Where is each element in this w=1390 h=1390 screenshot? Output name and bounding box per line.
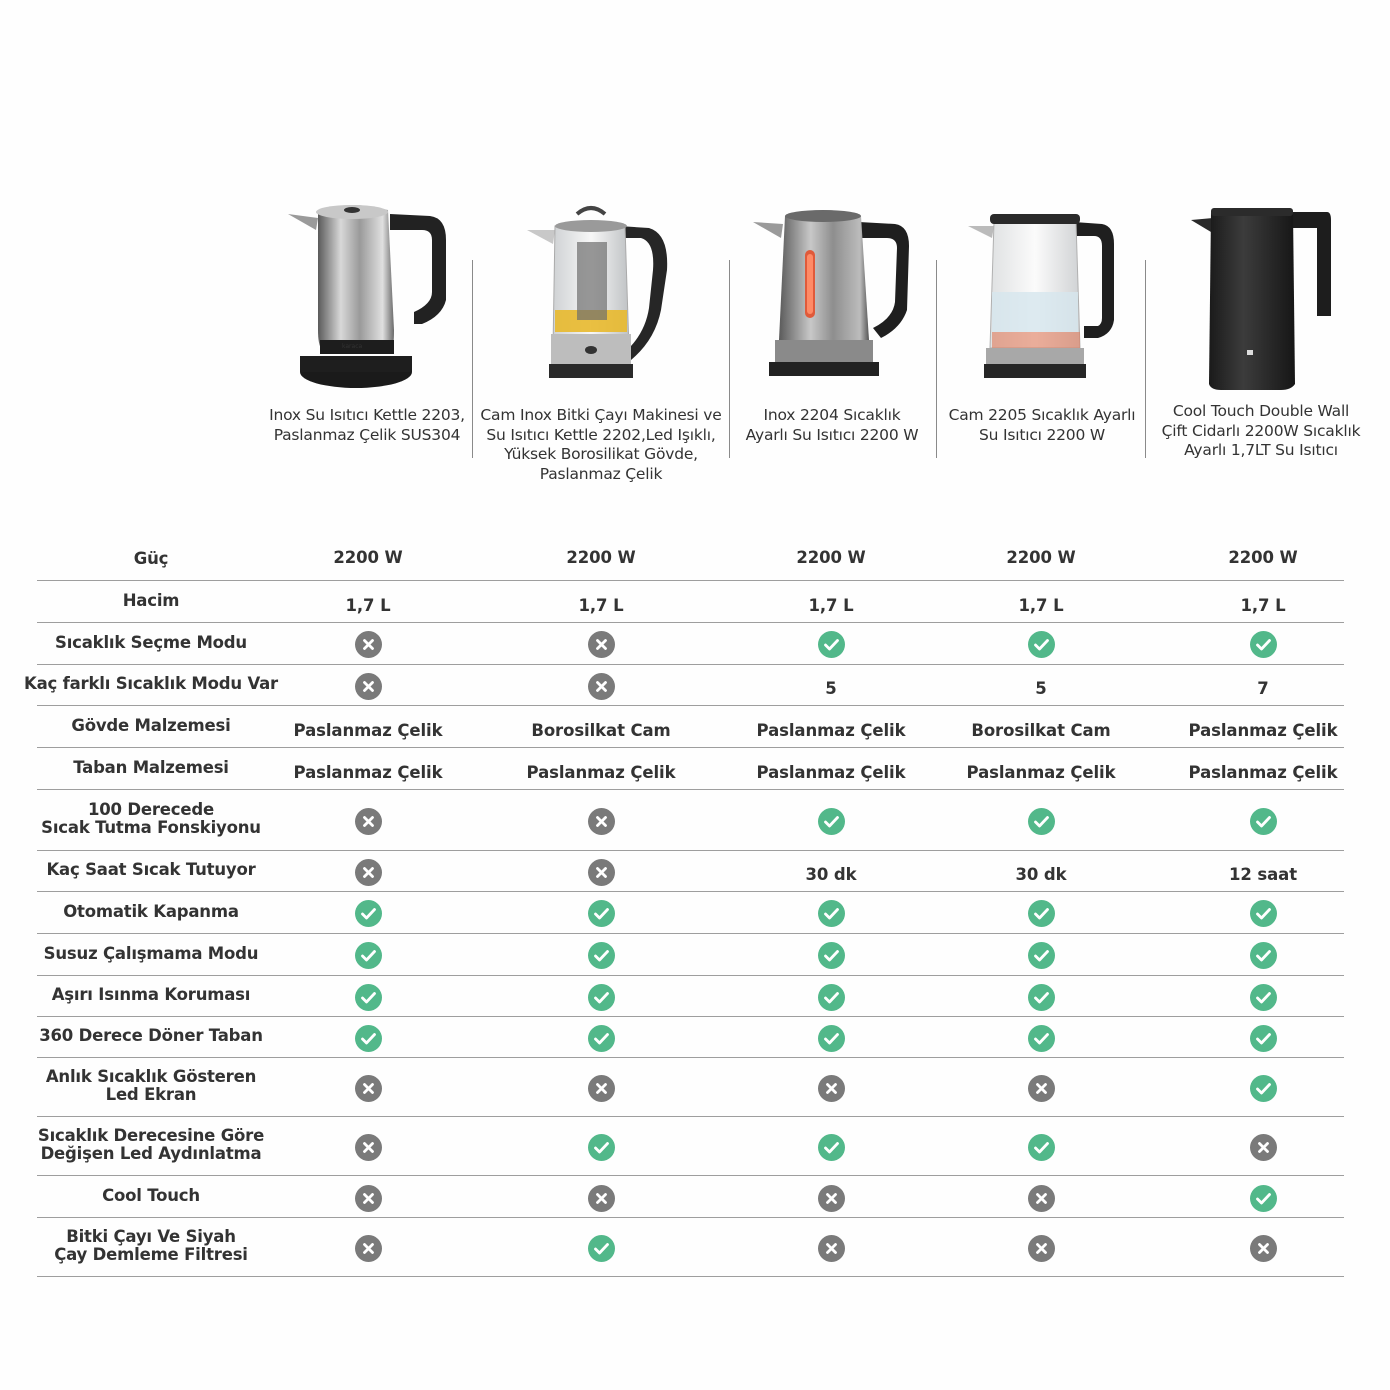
table-row (0, 1018, 1390, 1058)
column-divider (472, 260, 473, 458)
check-icon (588, 1025, 615, 1052)
table-cell (1153, 631, 1373, 658)
product-name (732, 406, 932, 445)
row-label-line: Otomatik Kapanma (63, 902, 239, 921)
product-header (262, 200, 1372, 500)
check-icon (588, 942, 615, 969)
cross-icon (818, 1075, 845, 1102)
check-icon (1028, 808, 1055, 835)
product-name (476, 406, 726, 484)
cross-icon (588, 859, 615, 886)
table-cell: 2200 W (1228, 548, 1298, 567)
row-label-line: Anlık Sıcaklık Gösteren (45, 1067, 257, 1086)
check-icon (355, 1025, 382, 1052)
table-cell (931, 1235, 1151, 1262)
check-icon (1250, 984, 1277, 1011)
cross-icon (588, 1185, 615, 1212)
row-label-line: Kaç Saat Sıcak Tutuyor (46, 860, 256, 879)
check-icon (355, 900, 382, 927)
product-name-line: Su Isıtıcı 2200 W (979, 425, 1105, 444)
check-icon (355, 984, 382, 1011)
cross-icon (588, 631, 615, 658)
check-icon (818, 984, 845, 1011)
row-label-line: Hacim (122, 591, 180, 610)
table-cell (491, 1185, 711, 1212)
row-label-line: Cool Touch (102, 1186, 200, 1205)
row-label (20, 592, 282, 610)
table-cell (721, 1075, 941, 1102)
cross-icon (818, 1235, 845, 1262)
table-row (0, 624, 1390, 665)
check-icon (1250, 1185, 1277, 1212)
table-row (0, 977, 1390, 1017)
cross-icon (355, 808, 382, 835)
table-cell (931, 984, 1151, 1011)
table-cell (491, 673, 711, 700)
product-name-line: Çift Cidarlı 2200W Sıcaklık (1161, 421, 1361, 440)
row-label (20, 861, 282, 879)
table-cell: 30 dk (1015, 865, 1067, 884)
product-card (732, 200, 932, 500)
row-label (20, 1027, 282, 1045)
row-label (20, 717, 282, 735)
check-icon (1028, 1134, 1055, 1161)
row-label (20, 634, 282, 652)
row-divider (37, 747, 1344, 748)
row-divider (37, 705, 1344, 706)
row-label-line: Susuz Çalışmama Modu (43, 944, 259, 963)
check-icon (1028, 984, 1055, 1011)
check-icon (1028, 942, 1055, 969)
table-cell (1153, 1025, 1373, 1052)
table-cell (721, 1025, 941, 1052)
check-icon (818, 942, 845, 969)
table-cell: Paslanmaz Çelik (1188, 721, 1338, 740)
table-cell: 5 (1035, 679, 1047, 698)
row-divider (37, 933, 1344, 934)
table-cell: 12 saat (1229, 865, 1297, 884)
table-cell (1153, 984, 1373, 1011)
table-row (0, 540, 1390, 581)
table-cell (258, 859, 478, 886)
table-cell (721, 900, 941, 927)
table-cell (721, 1134, 941, 1161)
table-cell (1153, 1235, 1373, 1262)
cross-icon (588, 673, 615, 700)
table-cell (931, 1075, 1151, 1102)
column-divider (729, 260, 730, 458)
product-name-line: Paslanmaz Çelik (539, 464, 663, 483)
table-row (0, 1178, 1390, 1218)
table-row (0, 1059, 1390, 1117)
table-row (0, 1219, 1390, 1277)
row-divider (37, 1217, 1344, 1218)
product-card (262, 200, 472, 500)
table-cell: Paslanmaz Çelik (1188, 763, 1338, 782)
cross-icon (355, 1235, 382, 1262)
product-name (1150, 402, 1372, 461)
kettle-image (282, 200, 452, 395)
check-icon (1250, 942, 1277, 969)
table-cell: 1,7 L (345, 596, 391, 615)
table-cell (721, 1185, 941, 1212)
table-cell: 7 (1257, 679, 1269, 698)
column-divider (1145, 260, 1146, 458)
table-cell (721, 984, 941, 1011)
table-cell: Paslanmaz Çelik (756, 721, 906, 740)
table-row (0, 1118, 1390, 1176)
product-card (476, 200, 726, 500)
row-divider (37, 1057, 1344, 1058)
check-icon (1250, 808, 1277, 835)
table-cell (258, 631, 478, 658)
table-cell: 2200 W (796, 548, 866, 567)
row-label (20, 1228, 282, 1264)
table-cell (1153, 1075, 1373, 1102)
row-label (20, 945, 282, 963)
kettle-image (521, 200, 681, 390)
table-cell (491, 1075, 711, 1102)
row-label-line: Kaç farklı Sıcaklık Modu Var (24, 674, 278, 693)
table-cell (491, 1025, 711, 1052)
product-name-line: Inox 2204 Sıcaklık (763, 406, 901, 424)
table-row (0, 893, 1390, 934)
row-label-line: 100 Derecede (88, 800, 214, 819)
table-cell: 30 dk (805, 865, 857, 884)
row-label-line: Sıcaklık Derecesine Göre (37, 1126, 265, 1145)
table-cell (258, 1235, 478, 1262)
check-icon (818, 631, 845, 658)
table-cell (491, 631, 711, 658)
table-cell (258, 900, 478, 927)
table-cell (931, 808, 1151, 835)
row-label-line: Bitki Çayı Ve Siyah (66, 1227, 236, 1246)
row-label-line: Led Ekran (105, 1085, 197, 1104)
row-divider (37, 1016, 1344, 1017)
row-divider (37, 580, 1344, 581)
table-cell: Paslanmaz Çelik (966, 763, 1116, 782)
table-cell (931, 1025, 1151, 1052)
cross-icon (1028, 1185, 1055, 1212)
product-name-line: Ayarlı Su Isıtıcı 2200 W (745, 425, 919, 444)
table-cell (258, 1025, 478, 1052)
table-cell (1153, 942, 1373, 969)
check-icon (1250, 1025, 1277, 1052)
table-cell (931, 1185, 1151, 1212)
check-icon (818, 900, 845, 927)
kettle-image (962, 200, 1122, 390)
product-name-line: Inox Su Isıtıcı Kettle 2203, (269, 406, 465, 424)
table-cell (258, 984, 478, 1011)
kettle-image (1181, 200, 1341, 390)
row-label-line: Taban Malzemesi (73, 758, 229, 777)
table-cell (491, 1235, 711, 1262)
row-label (20, 903, 282, 921)
table-cell (1153, 808, 1373, 835)
table-cell: Borosilkat Cam (971, 721, 1111, 740)
cross-icon (1250, 1235, 1277, 1262)
row-divider (37, 664, 1344, 665)
table-cell: Paslanmaz Çelik (293, 763, 443, 782)
cross-icon (355, 859, 382, 886)
table-cell (931, 942, 1151, 969)
row-divider (37, 1276, 1344, 1277)
check-icon (818, 808, 845, 835)
table-cell (491, 1134, 711, 1161)
table-cell (258, 673, 478, 700)
cross-icon (355, 1134, 382, 1161)
cross-icon (818, 1185, 845, 1212)
check-icon (1250, 1075, 1277, 1102)
column-divider (936, 260, 937, 458)
check-icon (588, 1134, 615, 1161)
table-cell (491, 942, 711, 969)
table-cell: Paslanmaz Çelik (756, 763, 906, 782)
cross-icon (588, 808, 615, 835)
table-cell: 2200 W (333, 548, 403, 567)
table-cell: Paslanmaz Çelik (526, 763, 676, 782)
row-label (20, 1068, 282, 1104)
row-divider (37, 1175, 1344, 1176)
table-cell (258, 1075, 478, 1102)
table-cell: 5 (825, 679, 837, 698)
table-row (0, 852, 1390, 892)
product-name-line: Cam Inox Bitki Çayı Makinesi ve (480, 406, 722, 424)
table-cell (721, 942, 941, 969)
check-icon (588, 984, 615, 1011)
check-icon (1250, 900, 1277, 927)
check-icon (1250, 631, 1277, 658)
row-divider (37, 789, 1344, 790)
product-name-line: Su Isıtıcı Kettle 2202,Led Işıklı, (486, 425, 716, 444)
row-label (20, 1127, 282, 1163)
product-name-line: Cool Touch Double Wall (1172, 402, 1350, 420)
table-cell: Paslanmaz Çelik (293, 721, 443, 740)
cross-icon (355, 673, 382, 700)
table-cell (258, 808, 478, 835)
table-row (0, 935, 1390, 976)
table-row (0, 791, 1390, 851)
product-name-line: Yüksek Borosilikat Gövde, (504, 445, 698, 463)
table-cell (491, 984, 711, 1011)
table-cell: 1,7 L (1240, 596, 1286, 615)
cross-icon (1250, 1134, 1277, 1161)
table-cell (721, 1235, 941, 1262)
table-row (0, 666, 1390, 706)
table-cell (721, 808, 941, 835)
table-cell (1153, 900, 1373, 927)
row-label (20, 759, 282, 777)
product-name-line: Paslanmaz Çelik SUS304 (273, 425, 461, 444)
row-label-line: Sıcak Tutma Fonskiyonu (41, 818, 261, 837)
table-cell (931, 631, 1151, 658)
cross-icon (355, 631, 382, 658)
product-name (262, 406, 472, 445)
table-cell (258, 1185, 478, 1212)
table-row (0, 749, 1390, 790)
product-card (940, 200, 1144, 500)
cross-icon (355, 1185, 382, 1212)
row-label (20, 801, 282, 837)
table-cell (258, 1134, 478, 1161)
table-row (0, 583, 1390, 623)
row-label-line: Çay Demleme Filtresi (54, 1245, 248, 1264)
row-label (20, 675, 282, 693)
product-card (1150, 200, 1372, 500)
brand-mark: karaca (342, 343, 363, 350)
table-cell (931, 1134, 1151, 1161)
row-label (20, 986, 282, 1004)
cross-icon (1028, 1075, 1055, 1102)
row-label-line: Değişen Led Aydınlatma (40, 1144, 262, 1163)
row-label-line: 360 Derece Döner Taban (39, 1026, 263, 1045)
table-cell: 2200 W (1006, 548, 1076, 567)
table-cell (931, 900, 1151, 927)
table-cell (1153, 1134, 1373, 1161)
table-cell: 1,7 L (578, 596, 624, 615)
table-cell (491, 900, 711, 927)
table-cell: 1,7 L (1018, 596, 1064, 615)
product-name-line: Ayarlı 1,7LT Su Isıtıcı (1184, 441, 1338, 459)
table-cell (1153, 1185, 1373, 1212)
row-label-line: Sıcaklık Seçme Modu (55, 633, 247, 652)
product-name (940, 406, 1144, 445)
product-name-line: Cam 2205 Sıcaklık Ayarlı (948, 406, 1136, 424)
table-row (0, 707, 1390, 748)
row-divider (37, 891, 1344, 892)
check-icon (1028, 900, 1055, 927)
table-cell (491, 808, 711, 835)
row-divider (37, 622, 1344, 623)
check-icon (818, 1134, 845, 1161)
check-icon (355, 942, 382, 969)
row-label-line: Gövde Malzemesi (71, 716, 231, 735)
table-cell (721, 631, 941, 658)
check-icon (588, 900, 615, 927)
row-divider (37, 975, 1344, 976)
cross-icon (588, 1075, 615, 1102)
check-icon (1028, 631, 1055, 658)
check-icon (818, 1025, 845, 1052)
kettle-image (747, 200, 917, 390)
row-divider (37, 1116, 1344, 1117)
row-label-line: Güç (133, 549, 169, 568)
table-cell: 2200 W (566, 548, 636, 567)
check-icon (588, 1235, 615, 1262)
row-label (20, 550, 282, 568)
table-cell: 1,7 L (808, 596, 854, 615)
row-label (20, 1187, 282, 1205)
cross-icon (355, 1075, 382, 1102)
row-label-line: Aşırı Isınma Koruması (51, 985, 251, 1004)
row-divider (37, 850, 1344, 851)
table-cell: Borosilkat Cam (531, 721, 671, 740)
check-icon (1028, 1025, 1055, 1052)
table-cell (258, 942, 478, 969)
table-cell (491, 859, 711, 886)
cross-icon (1028, 1235, 1055, 1262)
